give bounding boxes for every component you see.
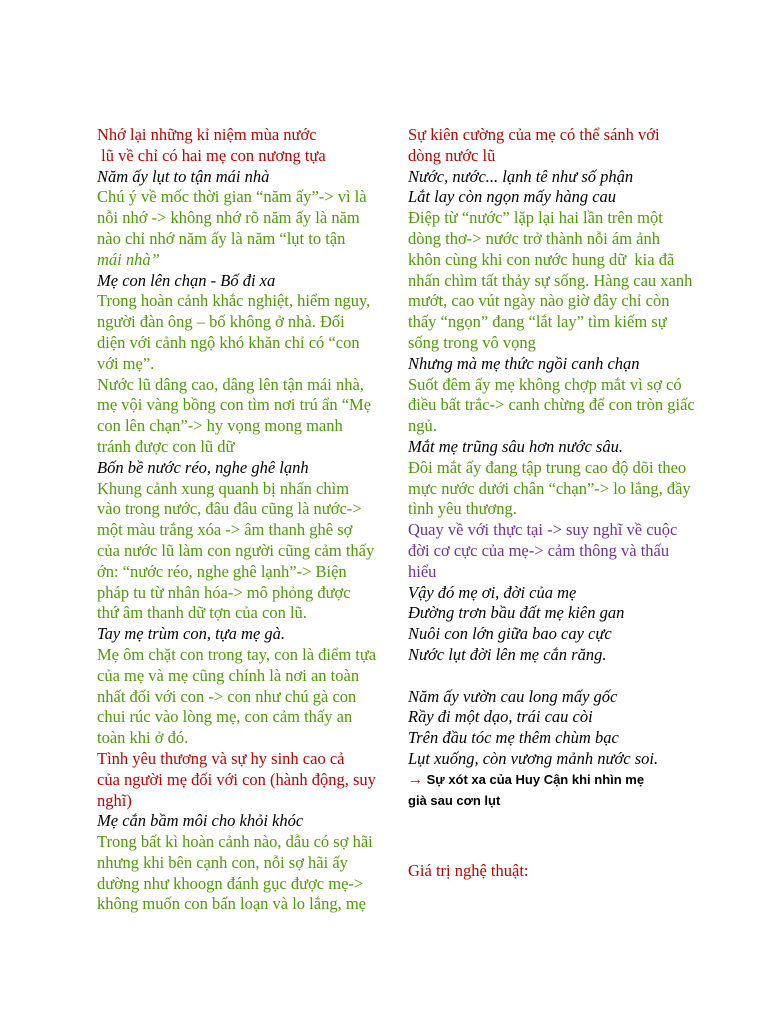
left-column-line: nào chỉ nhớ năm ấy là năm “lụt to tận: [97, 228, 346, 248]
right-column-line: sống trong vô vọng: [408, 332, 536, 352]
left-column-line: Năm ấy lụt to tận mái nhà: [97, 166, 270, 186]
conclusion-text-2: già sau cơn lụt: [408, 792, 501, 808]
right-column-line: khôn cùng khi con nước hung dữ kia đã: [408, 249, 675, 269]
right-column: [408, 125, 726, 882]
left-column-line: ớn: “nước réo, nghe ghê lạnh”-> Biện: [97, 561, 347, 581]
left-column-line: mẹ vội vàng bồng con tìm nơi trú ẩn “Mẹ: [97, 395, 372, 415]
left-column-line: Mẹ con lên chạn - Bố đi xa: [97, 270, 276, 290]
right-column-line: Đường trơn bầu đất mẹ kiên gan: [408, 603, 625, 623]
right-arrow-icon: →: [408, 770, 423, 788]
left-column-line: Tay mẹ trùm con, tựa mẹ gà.: [97, 624, 286, 644]
right-column-line: Sự kiên cường của mẹ có thể sánh với: [408, 125, 660, 144]
left-column-line: dường như khoogn đánh gục được mẹ->: [97, 873, 364, 893]
left-column-line: nhất đối với con -> con như chú gà con: [97, 686, 357, 706]
spacer: [408, 811, 726, 861]
left-column-line: Khung cảnh xung quanh bị nhấn chìm: [97, 478, 350, 498]
right-column-line: [408, 666, 726, 687]
right-column-line: điều bất trắc-> canh chừng để con tròn giấc: [408, 395, 695, 415]
left-column-line: diện với cảnh ngộ khó khăn chỉ có “con: [97, 332, 360, 352]
right-column-line: Nước lụt đời lên mẹ cắn răng.: [408, 644, 607, 664]
right-column-line: Lắt lay còn ngọn mấy hàng cau: [408, 187, 617, 207]
left-column-line: của nước lũ làm con người cũng cảm thấy: [97, 540, 375, 560]
left-column-line: với mẹ”.: [97, 353, 155, 373]
left-column-line: không muốn con bấn loạn và lo lắng, mẹ: [97, 894, 366, 914]
left-column-line: nhưng khi bên cạnh con, nỗi sợ hãi ấy: [97, 852, 348, 872]
right-column-line: Quay về với thực tại -> suy nghĩ về cuộc: [408, 520, 678, 540]
right-column-line: đời cơ cực của mẹ-> cảm thông và thấu: [408, 540, 670, 560]
left-column: [97, 125, 401, 915]
left-column-line: Nhớ lại những kỉ niệm mùa nước: [97, 125, 317, 144]
left-column-line: người đàn ông – bố không ở nhà. Đối: [97, 312, 345, 332]
left-column-line: của người mẹ đối với con (hành động, suy: [97, 769, 376, 789]
left-column-line: Bốn bề nước réo, nghe ghê lạnh: [97, 457, 309, 477]
left-column-line: một màu trắng xóa -> âm thanh ghê sợ: [97, 520, 353, 540]
right-column-line: Nhưng mà mẹ thức ngồi canh chạn: [408, 353, 640, 373]
left-column-line: toàn khi ở đó.: [97, 728, 189, 748]
right-column-line: dòng nước lũ: [408, 145, 496, 165]
right-column-line: Suốt đêm ấy mẹ không chợp mắt vì sợ có: [408, 374, 682, 394]
left-column-line: Mẹ ôm chặt con trong tay, con là điểm tựa: [97, 644, 377, 664]
right-column-line: thấy “ngọn” đang “lắt lay” tìm kiếm sự: [408, 312, 667, 332]
right-column-line: hiểu: [408, 561, 437, 581]
right-column-line: Lụt xuống, còn vương mảnh nước soi.: [408, 748, 659, 768]
left-column-line: lũ về chỉ có hai mẹ con nương tựa: [97, 145, 326, 165]
right-column-line: mực nước dưới chân “chạn”-> lo lắng, đầy: [408, 478, 691, 498]
right-column-line: nhấn chìm tất thảy sự sống. Hàng cau xanh: [408, 270, 693, 290]
left-column-line: mái nhà”: [97, 249, 160, 269]
left-column-line: vào trong nước, đâu đâu cũng là nước->: [97, 499, 362, 519]
left-column-line: của mẹ và mẹ cũng chính là nơi an toàn: [97, 665, 360, 685]
left-column-line: Nước lũ dâng cao, dâng lên tận mái nhà,: [97, 374, 364, 394]
right-column-line: Trên đầu tóc mẹ thêm chùm bạc: [408, 728, 619, 748]
left-column-line: tránh được con lũ dữ: [97, 436, 235, 456]
right-column-line: Nuôi con lớn giữa bao cay cực: [408, 624, 612, 644]
right-column-line: Đôi mắt ấy đang tập trung cao độ dõi theo: [408, 457, 687, 477]
right-column-line: ngủ.: [408, 416, 437, 436]
left-column-line: nỗi nhớ -> không nhớ rõ năm ấy là năm: [97, 208, 360, 228]
right-column-line: Nước, nước... lạnh tê như số phận: [408, 166, 634, 186]
conclusion-line: [408, 770, 726, 791]
right-column-line: dòng thơ-> nước trở thành nỗi ám ảnh: [408, 228, 661, 248]
right-column-line: mướt, cao vút ngày nào giờ đây chỉ còn: [408, 291, 670, 311]
left-column-line: nghĩ): [97, 790, 132, 810]
left-column-line: Trong bất kì hoàn cảnh nào, dẫu có sợ hãi: [97, 832, 373, 852]
left-column-line: thứ âm thanh dữ tợn của con lũ.: [97, 603, 307, 623]
right-column-line: Rầy đi một dạo, trái cau còi: [408, 707, 593, 727]
left-column-line: pháp tu từ nhân hóa-> mô phỏng được: [97, 582, 351, 602]
right-column-line: Vậy đó mẹ ơi, đời của mẹ: [408, 582, 577, 602]
left-column-line: chui rúc vào lòng mẹ, con cảm thấy an: [97, 707, 353, 727]
right-column-line: tình yêu thương.: [408, 499, 517, 519]
right-column-line: Mắt mẹ trũng sâu hơn nước sâu.: [408, 436, 623, 456]
left-column-line: Trong hoàn cảnh khắc nghiệt, hiểm nguy,: [97, 291, 371, 311]
left-column-line: con lên chạn”-> hy vọng mong manh: [97, 416, 343, 436]
right-column-line: Điệp từ “nước” lặp lại hai lần trên một: [408, 208, 663, 228]
right-column-line: Năm ấy vườn cau long mấy gốc: [408, 686, 618, 706]
left-column-line: Mẹ cắn bầm môi cho khỏi khóc: [97, 811, 304, 831]
conclusion-text-1: Sự xót xa của Huy Cận khi nhìn mẹ: [426, 771, 645, 787]
left-column-line: Tình yêu thương và sự hy sinh cao cả: [97, 748, 345, 768]
art-value-heading: Giá trị nghệ thuật:: [408, 861, 529, 881]
left-column-line: Chú ý về mốc thời gian “năm ấy”-> vì là: [97, 187, 367, 207]
